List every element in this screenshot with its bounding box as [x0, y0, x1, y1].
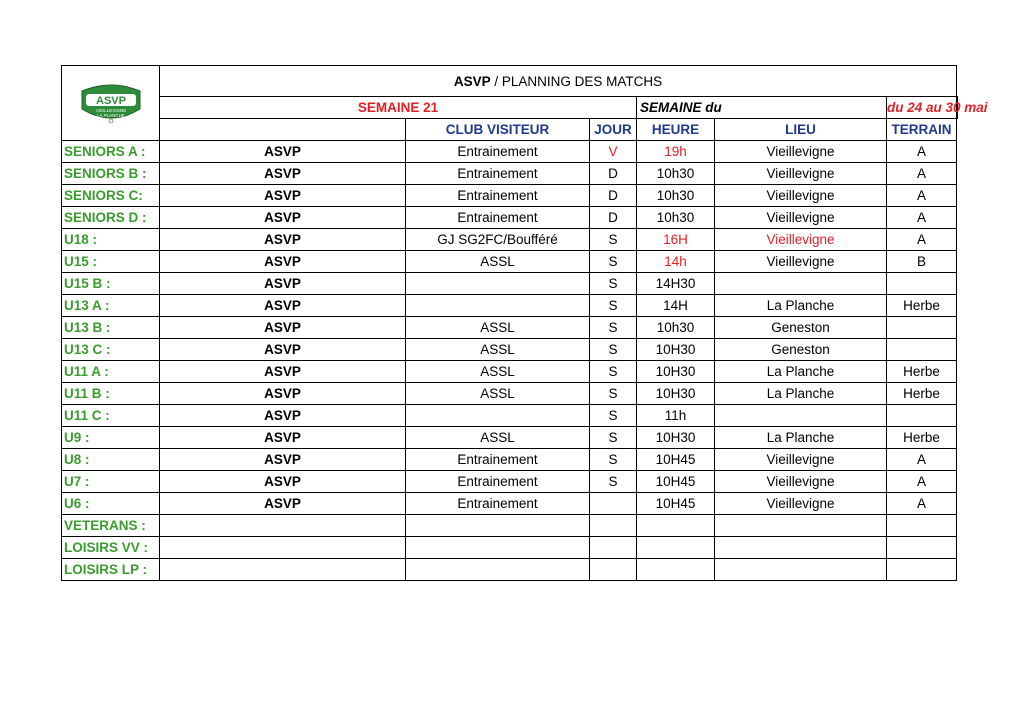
- team-label: U13 C :: [62, 339, 160, 361]
- match-hour: 10H30: [637, 339, 715, 361]
- visitor-club: Entrainement: [406, 185, 590, 207]
- team-label: SENIORS B :: [62, 163, 160, 185]
- visitor-club: ASSL: [406, 317, 590, 339]
- logo-line2: LA PLANCHE: [96, 112, 125, 118]
- table-row: [62, 471, 958, 493]
- visitor-club: Entrainement: [406, 471, 590, 493]
- home-club: ASVP: [160, 185, 406, 207]
- match-hour: 14H: [637, 295, 715, 317]
- team-label: U7 :: [62, 471, 160, 493]
- club-logo: [76, 81, 146, 123]
- team-label: U13 B :: [62, 317, 160, 339]
- team-label: U6 :: [62, 493, 160, 515]
- match-day: S: [590, 427, 637, 449]
- page-title: [160, 66, 957, 97]
- visitor-club: ASSL: [406, 339, 590, 361]
- match-hour: 10H45: [637, 449, 715, 471]
- table-row: [62, 185, 958, 207]
- visitor-club: [406, 537, 590, 559]
- table-row: [62, 229, 958, 251]
- match-place: Vieillevigne: [715, 185, 887, 207]
- match-field: Herbe: [887, 427, 957, 449]
- visitor-club: Entrainement: [406, 207, 590, 229]
- logo-name: ASVP: [95, 94, 126, 107]
- visitor-club: Entrainement: [406, 449, 590, 471]
- table-row: [62, 339, 958, 361]
- home-club: ASVP: [160, 317, 406, 339]
- visitor-club: [406, 295, 590, 317]
- col-hour-header: HEURE: [637, 119, 715, 141]
- match-day: S: [590, 449, 637, 471]
- match-hour: 10h30: [637, 163, 715, 185]
- home-club: ASVP: [160, 427, 406, 449]
- table-row: [62, 405, 958, 427]
- match-day: [590, 559, 637, 581]
- match-field: A: [887, 141, 957, 163]
- match-field: [887, 537, 957, 559]
- match-day: S: [590, 471, 637, 493]
- table-row: [62, 449, 958, 471]
- table-row: [62, 515, 958, 537]
- match-field: [887, 515, 957, 537]
- match-hour: 10H30: [637, 427, 715, 449]
- match-day: V: [590, 141, 637, 163]
- visitor-club: [406, 559, 590, 581]
- week-dates: du 24 au 30 mai: [887, 97, 957, 119]
- home-club: ASVP: [160, 361, 406, 383]
- match-place: La Planche: [715, 383, 887, 405]
- table-row: [62, 493, 958, 515]
- match-place: Geneston: [715, 339, 887, 361]
- match-hour: [637, 537, 715, 559]
- club-logo-cell: [62, 66, 160, 141]
- visitor-club: ASSL: [406, 383, 590, 405]
- match-day: S: [590, 295, 637, 317]
- match-day: S: [590, 405, 637, 427]
- match-day: S: [590, 317, 637, 339]
- table-row: [62, 383, 958, 405]
- match-hour: 10h30: [637, 317, 715, 339]
- match-day: S: [590, 273, 637, 295]
- home-club: ASVP: [160, 339, 406, 361]
- match-day: [590, 493, 637, 515]
- col-visitor-header: CLUB VISITEUR: [406, 119, 590, 141]
- match-field: [887, 339, 957, 361]
- col-field-header: TERRAIN: [887, 119, 957, 141]
- home-club: ASVP: [160, 471, 406, 493]
- match-day: S: [590, 251, 637, 273]
- match-day: S: [590, 361, 637, 383]
- match-field: A: [887, 471, 957, 493]
- col-day-header: JOUR: [590, 119, 637, 141]
- match-field: A: [887, 449, 957, 471]
- team-label: U9 :: [62, 427, 160, 449]
- table-row: [62, 141, 958, 163]
- visitor-club: GJ SG2FC/Boufféré: [406, 229, 590, 251]
- match-place: [715, 273, 887, 295]
- col-place-header: LIEU: [715, 119, 887, 141]
- match-hour: 10H45: [637, 493, 715, 515]
- match-field: A: [887, 493, 957, 515]
- visitor-club: Entrainement: [406, 141, 590, 163]
- table-row: [62, 361, 958, 383]
- match-field: Herbe: [887, 383, 957, 405]
- match-field: [887, 273, 957, 295]
- table-row: [62, 537, 958, 559]
- logo-year: 2010: [104, 84, 117, 91]
- title-bold: ASVP: [453, 73, 491, 89]
- match-hour: 19h: [637, 141, 715, 163]
- team-label: U15 B :: [62, 273, 160, 295]
- match-place: Vieillevigne: [715, 163, 887, 185]
- match-day: D: [590, 163, 637, 185]
- match-hour: 14H30: [637, 273, 715, 295]
- table-row: [62, 273, 958, 295]
- match-place: [715, 405, 887, 427]
- match-place: La Planche: [715, 361, 887, 383]
- home-club: ASVP: [160, 273, 406, 295]
- match-place: Vieillevigne: [715, 207, 887, 229]
- home-club: ASVP: [160, 295, 406, 317]
- team-label: SENIORS C:: [62, 185, 160, 207]
- match-place: Vieillevigne: [715, 251, 887, 273]
- match-hour: 10h30: [637, 207, 715, 229]
- visitor-club: ASSL: [406, 361, 590, 383]
- week-row: [62, 97, 958, 119]
- match-field: A: [887, 163, 957, 185]
- match-hour: 16H: [637, 229, 715, 251]
- match-hour: [637, 515, 715, 537]
- match-place: Vieillevigne: [715, 493, 887, 515]
- table-row: [62, 163, 958, 185]
- match-field: A: [887, 207, 957, 229]
- col-home-header: [160, 119, 406, 141]
- match-place: [715, 515, 887, 537]
- title-rest: / PLANNING DES MATCHS: [490, 73, 663, 89]
- home-club: ASVP: [160, 207, 406, 229]
- logo-line1: VIEILLEVIGNE: [95, 107, 126, 113]
- match-field: [887, 317, 957, 339]
- title-row: [62, 66, 958, 97]
- match-day: S: [590, 339, 637, 361]
- match-place: La Planche: [715, 427, 887, 449]
- match-field: [887, 559, 957, 581]
- match-day: D: [590, 185, 637, 207]
- home-club: ASVP: [160, 251, 406, 273]
- team-label: LOISIRS VV :: [62, 537, 160, 559]
- ball-icon: [109, 119, 113, 123]
- match-day: [590, 515, 637, 537]
- visitor-club: [406, 273, 590, 295]
- table-row: [62, 559, 958, 581]
- home-club: ASVP: [160, 493, 406, 515]
- match-day: S: [590, 229, 637, 251]
- visitor-club: Entrainement: [406, 493, 590, 515]
- match-field: [887, 405, 957, 427]
- match-place: [715, 537, 887, 559]
- team-label: U11 B :: [62, 383, 160, 405]
- table-row: [62, 317, 958, 339]
- home-club: ASVP: [160, 163, 406, 185]
- week-number: SEMAINE 21: [160, 97, 637, 119]
- match-hour: 10h30: [637, 185, 715, 207]
- team-label: LOISIRS LP :: [62, 559, 160, 581]
- match-hour: [637, 559, 715, 581]
- table-row: [62, 427, 958, 449]
- home-club: ASVP: [160, 383, 406, 405]
- match-hour: 11h: [637, 405, 715, 427]
- team-label: VETERANS :: [62, 515, 160, 537]
- table-row: [62, 251, 958, 273]
- week-du-label: SEMAINE du: [637, 97, 887, 119]
- match-place: Vieillevigne: [715, 471, 887, 493]
- visitor-club: Entrainement: [406, 163, 590, 185]
- match-field: A: [887, 229, 957, 251]
- home-club: [160, 537, 406, 559]
- match-place: Vieillevigne: [715, 229, 887, 251]
- match-field: A: [887, 185, 957, 207]
- team-label: U15 :: [62, 251, 160, 273]
- match-day: S: [590, 383, 637, 405]
- visitor-club: [406, 405, 590, 427]
- team-label: U11 C :: [62, 405, 160, 427]
- team-label: U18 :: [62, 229, 160, 251]
- visitor-club: ASSL: [406, 427, 590, 449]
- column-header-row: [62, 119, 958, 141]
- match-day: [590, 537, 637, 559]
- team-label: U8 :: [62, 449, 160, 471]
- match-place: Vieillevigne: [715, 141, 887, 163]
- visitor-club: ASSL: [406, 251, 590, 273]
- match-hour: 10H45: [637, 471, 715, 493]
- match-place: [715, 559, 887, 581]
- visitor-club: [406, 515, 590, 537]
- home-club: [160, 515, 406, 537]
- match-day: D: [590, 207, 637, 229]
- match-hour: 10H30: [637, 361, 715, 383]
- table-row: [62, 295, 958, 317]
- home-club: ASVP: [160, 405, 406, 427]
- home-club: ASVP: [160, 141, 406, 163]
- match-hour: 14h: [637, 251, 715, 273]
- match-place: Vieillevigne: [715, 449, 887, 471]
- table-row: [62, 207, 958, 229]
- home-club: ASVP: [160, 449, 406, 471]
- match-field: B: [887, 251, 957, 273]
- home-club: [160, 559, 406, 581]
- team-label: SENIORS D :: [62, 207, 160, 229]
- schedule-table: [61, 65, 988, 581]
- home-club: ASVP: [160, 229, 406, 251]
- team-label: U13 A :: [62, 295, 160, 317]
- team-label: SENIORS A :: [62, 141, 160, 163]
- match-place: La Planche: [715, 295, 887, 317]
- match-field: Herbe: [887, 295, 957, 317]
- match-place: Geneston: [715, 317, 887, 339]
- match-hour: 10H30: [637, 383, 715, 405]
- team-label: U11 A :: [62, 361, 160, 383]
- match-field: Herbe: [887, 361, 957, 383]
